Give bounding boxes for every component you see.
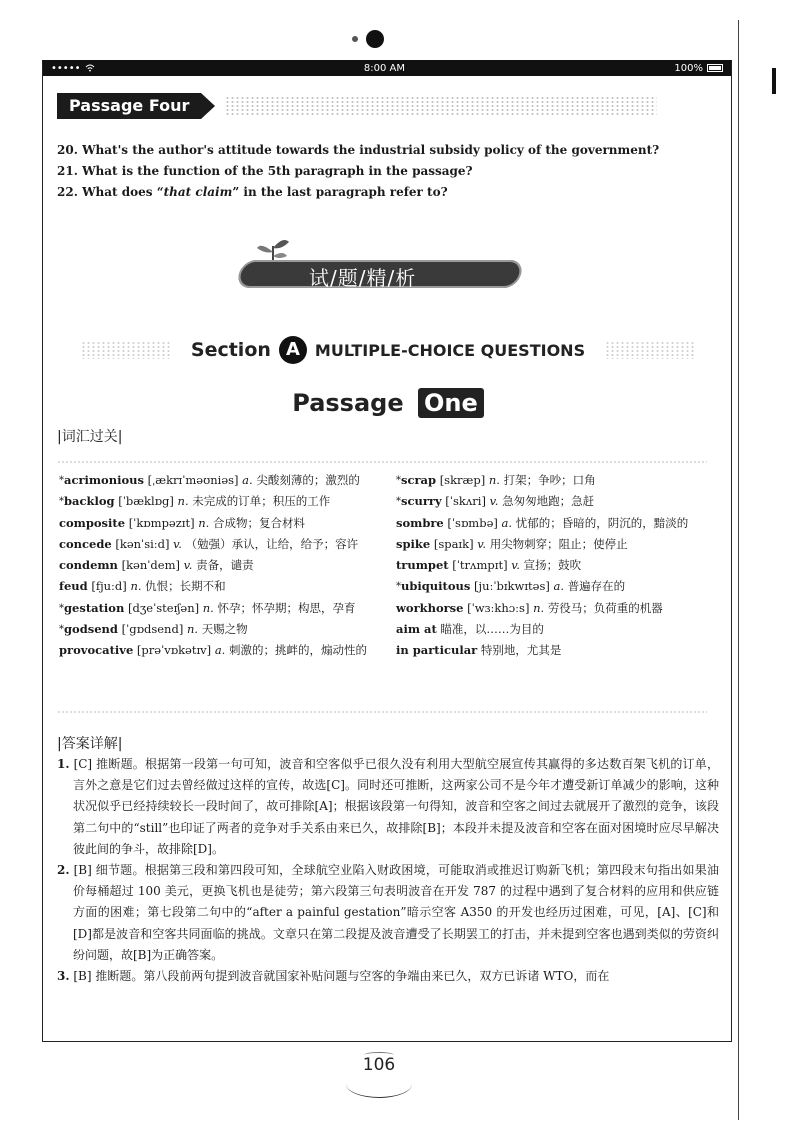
vocab-pos: v.	[489, 494, 499, 509]
wifi-icon	[85, 64, 95, 72]
answer-number: 1.	[57, 757, 70, 771]
vocab-word: feud	[59, 579, 88, 594]
vocab-word: provocative	[59, 643, 134, 658]
page-edge-marker	[772, 68, 776, 94]
vocab-word: concede	[59, 536, 112, 551]
vocab-entry	[396, 513, 706, 534]
vocab-word: acrimonious	[64, 473, 144, 487]
vocab-word: scrap	[401, 473, 437, 487]
section-word: Section	[190, 339, 271, 361]
vocab-phonetic: [kənˈdem]	[121, 558, 180, 573]
banner-texture	[225, 96, 657, 116]
vocab-phonetic: [skræp]	[439, 473, 486, 487]
vocab-entry	[59, 470, 371, 491]
vocabulary-column-left	[59, 470, 371, 662]
vocab-entry	[396, 619, 706, 640]
vocab-word: in particular	[396, 643, 478, 658]
question-emphasis: that claim	[163, 185, 233, 199]
passage-word: Passage	[292, 389, 404, 417]
section-texture-left	[81, 341, 171, 359]
vocab-phonetic: [ˈwɜːkhɔːs]	[467, 600, 530, 615]
vocab-definition: 责备，谴责	[196, 558, 254, 573]
front-camera	[366, 30, 384, 48]
vocab-pos: a.	[242, 473, 253, 487]
vocab-pos: a.	[553, 579, 565, 594]
vocab-entry	[59, 640, 371, 661]
analysis-banner-label: 试/题/精/析	[309, 266, 417, 290]
answer-list	[57, 754, 719, 987]
analysis-banner	[223, 236, 523, 306]
star-icon: *	[59, 496, 64, 508]
vocabulary-heading: |词汇过关|	[57, 429, 123, 445]
question-item	[57, 140, 659, 161]
vocab-phonetic: [ˈkɒmpəzɪt]	[128, 515, 195, 530]
passage-four-banner	[57, 92, 657, 120]
vocab-phonetic: [ˈsɒmbə]	[447, 515, 498, 530]
vocab-pos: v.	[183, 558, 193, 573]
vocab-definition: 宣扬；鼓吹	[523, 558, 582, 573]
vocab-phonetic: [ˈbæklɒg]	[118, 494, 174, 509]
section-letter-badge: A	[279, 336, 307, 364]
passage-four-label: Passage Four	[57, 93, 201, 119]
vocab-definition: 打架；争吵；口角	[503, 473, 596, 487]
vocab-entry	[59, 555, 371, 576]
answer-item	[57, 860, 719, 966]
question-number: 21.	[57, 164, 78, 178]
vocab-word: backlog	[64, 494, 115, 509]
vocab-definition: （勉强）承认，让给，给予；容许	[185, 536, 359, 551]
star-icon: *	[396, 496, 401, 508]
vocab-phonetic: [dʒeˈsteɪʃən]	[127, 600, 200, 615]
vocab-pos: n.	[202, 600, 214, 615]
vocab-entry	[59, 576, 371, 597]
question-number: 22.	[57, 185, 78, 199]
section-texture-right	[605, 341, 695, 359]
vocab-definition: 尖酸刻薄的；激烈的	[256, 473, 360, 487]
passage-number-badge: One	[418, 388, 484, 418]
vocab-definition: 怀孕；怀孕期；构思，孕育	[217, 600, 356, 615]
page-number: 106	[362, 1055, 396, 1075]
vocab-word: trumpet	[396, 558, 449, 573]
vocab-definition: 忧郁的；昏暗的，阴沉的，黯淡的	[515, 515, 689, 530]
vocab-phonetic: [kənˈsiːd]	[115, 536, 170, 551]
question-item	[57, 161, 659, 182]
vocab-word: aim at	[396, 622, 437, 637]
banner-arrow-icon	[201, 93, 215, 119]
vocab-definition: 劳役马；负荷重的机器	[547, 600, 663, 615]
vocab-entry	[396, 491, 706, 512]
answer-number: 3.	[57, 969, 70, 984]
section-title: MULTIPLE-CHOICE QUESTIONS	[314, 340, 586, 360]
vocab-pos: a.	[501, 515, 513, 530]
vocab-phonetic: [ˈgɒdsend]	[121, 622, 184, 637]
signal-indicator: •••••	[51, 62, 81, 74]
answers-heading: |答案详解|	[57, 736, 123, 752]
vocab-entry	[396, 576, 706, 597]
vocab-entry	[396, 470, 706, 491]
status-time: 8:00 AM	[363, 62, 405, 74]
battery-level: 100%	[674, 62, 703, 74]
vocab-word: gestation	[64, 600, 125, 615]
answer-text: [B] 推断题。第八段前两句提到波音就国家补贴问题与空客的争端由来已久，双方已诉诸 WTO，而在	[73, 969, 610, 984]
vocab-entry	[59, 598, 371, 619]
vocab-phonetic: [prəˈvɒkətɪv]	[136, 643, 212, 658]
vocab-entry	[59, 491, 371, 512]
vocab-pos: n.	[177, 494, 189, 509]
vocab-word: condemn	[59, 558, 118, 573]
vocab-word: workhorse	[396, 600, 464, 615]
star-icon: *	[59, 624, 64, 636]
section-header	[43, 336, 733, 364]
vocab-pos: n.	[186, 622, 199, 637]
answer-text: [B] 细节题。根据第三段和第四段可知，全球航空业陷入财政困境，可能取消或推迟订购新飞机；第四段末句指出如果油价每桶超过 100 美元，更换飞机也是徒劳；第六段第三句表明波音在开发 787 的过程中遇到了复合材料的应用和供应链方面的困难；第七段第二句中的“after a painful gestation”暗示空客 A350 的开发也经历过困难，可见，[A]、[C]和[D]都是波音和空客共同面临的挑战。文章只在第二段提及波音遭受了长期罢工的打击，并未提到空客也遇到类似的劳资纠纷问题，故[B]为正确答案。	[73, 863, 719, 962]
answer-item	[57, 966, 719, 987]
vocab-phonetic: [fjuːd]	[91, 579, 127, 594]
vocab-word: spike	[396, 536, 431, 551]
vocab-pos: v.	[173, 536, 182, 551]
vocab-phonetic: [juːˈbɪkwɪtəs]	[474, 579, 550, 594]
vocab-definition: 用尖物刺穿；阻止；使停止	[489, 536, 628, 551]
vocab-definition: 刺激的；挑衅的，煽动性的	[228, 643, 367, 658]
tablet-screen	[42, 60, 732, 1042]
vocab-definition: 合成物；复合材料	[212, 515, 305, 530]
vocab-definition: 瞄准，以……为目的	[440, 622, 544, 637]
vocab-pos: n.	[533, 600, 545, 615]
vocab-entry	[396, 640, 706, 661]
status-bar	[43, 60, 731, 76]
vocab-entry	[59, 534, 371, 555]
vocab-definition: 仇恨；长期不和	[145, 579, 226, 594]
vocab-word: godsend	[64, 622, 118, 637]
question-item	[57, 182, 659, 203]
question-text: What's the author's attitude towards the industrial subsidy policy of the government?	[82, 143, 660, 157]
star-icon: *	[396, 581, 401, 593]
dotted-divider	[57, 460, 707, 464]
question-list	[57, 140, 659, 203]
vocab-phonetic: [ˈskʌri]	[445, 494, 486, 509]
vocab-phonetic: [ˌækrɪˈməʊniəs]	[147, 473, 239, 487]
vocab-definition: 天赐之物	[201, 622, 248, 637]
vocab-entry	[59, 513, 371, 534]
vocab-word: scurry	[401, 494, 442, 509]
vocab-definition: 急匆匆地跑；急赶	[502, 494, 595, 509]
vocab-definition: 未完成的订单；积压的工作	[192, 494, 331, 509]
answer-number: 2.	[57, 863, 70, 878]
star-icon: *	[396, 475, 401, 486]
vocab-definition: 特别地，尤其是	[480, 643, 562, 658]
vocab-pos: v.	[511, 558, 521, 573]
vocab-entry	[396, 534, 706, 555]
question-text: What does “	[82, 185, 164, 199]
vocab-entry	[396, 598, 706, 619]
vocabulary-column-right	[396, 470, 706, 662]
vocab-entry	[396, 555, 706, 576]
vocab-word: ubiquitous	[401, 579, 471, 594]
page-edge-rule	[738, 20, 739, 1120]
battery-icon	[707, 64, 723, 72]
vocab-phonetic: [spaɪk]	[433, 536, 474, 551]
page-number-ornament-bottom	[346, 1070, 412, 1098]
question-number: 20.	[57, 143, 78, 157]
vocab-entry	[59, 619, 371, 640]
question-text: What is the function of the 5th paragraph in the passage?	[82, 164, 473, 178]
star-icon: *	[59, 602, 64, 614]
vocab-pos: n.	[488, 473, 500, 487]
star-icon: *	[59, 475, 64, 486]
vocab-phonetic: [ˈtrʌmpɪt]	[452, 558, 508, 573]
vocab-pos: n.	[130, 579, 142, 594]
passage-heading	[43, 388, 733, 418]
question-text-end: ” in the last paragraph refer to?	[232, 185, 448, 199]
answer-item	[57, 754, 719, 860]
vocab-pos: v.	[477, 536, 487, 551]
vocab-definition: 普遍存在的	[567, 579, 626, 594]
vocab-pos: n.	[198, 515, 210, 530]
dotted-divider	[57, 710, 707, 714]
vocab-word: sombre	[396, 515, 444, 530]
camera-sensor	[352, 36, 358, 42]
vocab-word: composite	[59, 515, 126, 530]
vocab-pos: a.	[214, 643, 226, 658]
answer-text: [C] 推断题。根据第一段第一句可知，波音和空客似乎已很久没有利用大型航空展宣传其赢得的多达数百架飞机的订单，言外之意是它们过去曾经做过这样的宣传，故选[C]。同时还可推断，这两家公司不是今年才遭受新订单减少的影响，这种状况似乎已经持续较长一段时间了，故可排除[A]；根据该段第一句得知，波音和空客之间过去就展开了激烈的竞争，该段第二句中的“still”也印证了两者的竞争对手关系由来已久，故排除[B]；本段并未提及波音和空客在面对困境时应尽早解决彼此间的争斗，故排除[D]。	[73, 757, 719, 856]
